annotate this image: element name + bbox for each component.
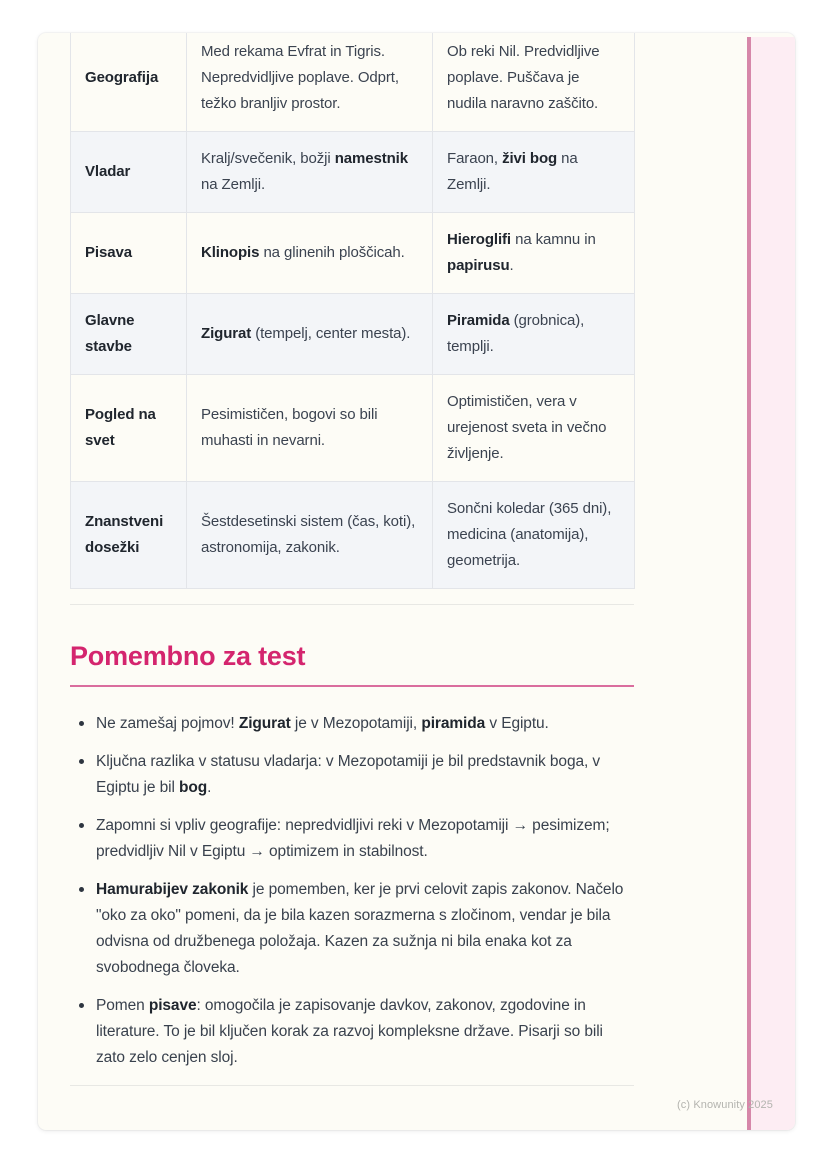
table-cell: Šestdesetinski sistem (čas, koti), astronomija, zakonik. [187, 482, 433, 589]
list-item [70, 993, 634, 1071]
notes-list [70, 711, 634, 1071]
bullet-marker [79, 823, 84, 828]
table-cell: Optimističen, vera v urejenost sveta in večno življenje. [433, 375, 635, 482]
row-label: Pogled na svet [71, 375, 187, 482]
list-item-text: Hamurabijev zakonik je pomemben, ker je prvi celovit zapis zakonov. Načelo "oko za oko" pomeni, da je bila kazen sorazmerna s zločinom, vendar je bila odvisna od družbenega položaja. Kazen za sužnja ni bila enaka kot za svobodnega človeka. [96, 881, 624, 976]
table-row [71, 294, 635, 375]
row-label: Vladar [71, 132, 187, 213]
comparison-table [70, 33, 635, 589]
table-cell: Pesimističen, bogovi so bili muhasti in nevarni. [187, 375, 433, 482]
table-cell: Ob reki Nil. Predvidljive poplave. Puščava je nudila naravno zaščito. [433, 33, 635, 132]
list-item [70, 749, 634, 801]
table-row [71, 33, 635, 132]
row-label: Znanstveni dosežki [71, 482, 187, 589]
list-item-text: Ključna razlika v statusu vladarja: v Mezopotamiji je bil predstavnik boga, v Egiptu je bil bog. [96, 753, 601, 796]
bottom-divider [70, 1085, 634, 1086]
bullet-marker [79, 887, 84, 892]
section-title: Pomembno za test [70, 641, 306, 671]
table-row [71, 375, 635, 482]
title-underline [70, 685, 634, 687]
table-cell: Hieroglifi na kamnu in papirusu. [433, 213, 635, 294]
row-label: Pisava [71, 213, 187, 294]
table-cell: Med rekama Evfrat in Tigris. Nepredvidljive poplave. Odprt, težko branljiv prostor. [187, 33, 433, 132]
list-item-text: Ne zamešaj pojmov! Zigurat je v Mezopotamiji, piramida v Egiptu. [96, 715, 549, 732]
row-label: Geografija [71, 33, 187, 132]
bullet-marker [79, 721, 84, 726]
copyright-footer: (c) Knowunity 2025 [677, 1099, 773, 1111]
table-cell: Sončni koledar (365 dni), medicina (anatomija), geometrija. [433, 482, 635, 589]
comparison-table-body [71, 33, 635, 589]
table-cell: Kralj/svečenik, božji namestnik na Zemlji. [187, 132, 433, 213]
list-item [70, 711, 634, 737]
section-divider [70, 604, 634, 605]
table-row [71, 132, 635, 213]
page-content [70, 33, 634, 1086]
row-label: Glavne stavbe [71, 294, 187, 375]
table-cell: Zigurat (tempelj, center mesta). [187, 294, 433, 375]
pink-highlight-band [747, 37, 795, 1130]
list-item [70, 813, 634, 865]
list-item-text: Zapomni si vpliv geografije: nepredvidljivi reki v Mezopotamiji → pesimizem; predvidljiv Nil v Egiptu → optimizem in stabilnost. [96, 817, 610, 860]
document-page [38, 33, 795, 1130]
table-cell: Faraon, živi bog na Zemlji. [433, 132, 635, 213]
table-cell: Piramida (grobnica), templji. [433, 294, 635, 375]
list-item-text: Pomen pisave: omogočila je zapisovanje davkov, zakonov, zgodovine in literature. To je bil ključen korak za razvoj kompleksne države. Pisarji so bili zato zelo cenjen sloj. [96, 997, 603, 1066]
bullet-marker [79, 1003, 84, 1008]
list-item [70, 877, 634, 981]
table-cell: Klinopis na glinenih ploščicah. [187, 213, 433, 294]
bullet-marker [79, 759, 84, 764]
table-row [71, 482, 635, 589]
table-row [71, 213, 635, 294]
